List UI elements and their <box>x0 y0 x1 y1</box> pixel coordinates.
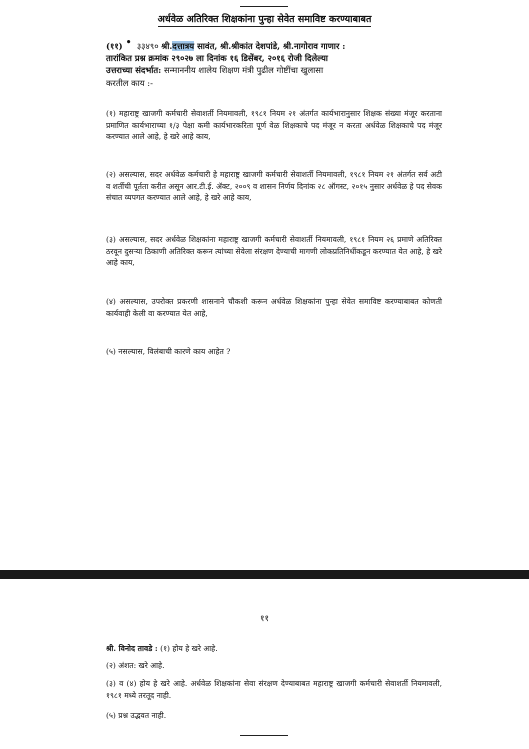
question-item-4: (४) असल्यास, उपरोक्त प्रकरणी शासनाने चौकशी करून अर्धवेळ शिक्षकांना पुन्हा सेवेत समाविष्ट करण्याबाबत कोणती कार्यवाही केली वा करण्यात येत आहे, <box>106 297 442 318</box>
question-item-1: (१) महाराष्ट्र खाजगी कर्मचारी सेवाशर्ती नियमावली, १९८१ नियम २१ अंतर्गत कार्यभारानुसार शिक्षक संख्या मंजूर करताना प्रमाणित कार्यभाराच्या १/३ पेक्षा कमी कार्यभारकरिता पूर्ण वेळ शिक्षकाचे पद मंजूर न करता अर्धवेळ शिक्षकाचे पद मंजूर करण्यात आले आहे, हे खरे आहे काय, <box>106 109 442 142</box>
answer-item-4: (५) प्रश्न उद्भवत नाही. <box>106 711 167 720</box>
document-heading <box>0 12 529 25</box>
answer-item-3: (३) व (४) होय हे खरे आहे. अर्धवेळ शिक्षकांना सेवा संरक्षण देण्याबाबत महाराष्ट्र खाजगी कर्मचारी सेवाशर्ती नियमावली, १९८१ मध्ये तरतूद नाही. <box>106 679 442 700</box>
bottom-rule <box>240 735 288 736</box>
members-highlighted: दत्तात्रय <box>172 41 195 51</box>
question-item-2: (२) असल्यास, सदर अर्धवेळ कर्मचारी हे महाराष्ट्र खाजगी कर्मचारी सेवाशर्ती नियमावली, १९८१ नियम २१ अंतर्गत सर्व अटी व शर्तीची पूर्तता करीत असून आर.टी.ई. ॲक्ट, २००९ व शासन निर्णय दिनांक २८ ऑगस्ट, २०१५ नुसार अर्धवेळ हे पद सेवक संचात व्यपगत करण्यात आले आहे, हे खरे आहे काय, <box>106 170 442 203</box>
answer-item-2: (२) अंशत: खरे आहे. <box>106 661 165 670</box>
members-prefix: श्री. <box>161 41 173 51</box>
page-number: ११ <box>260 614 269 624</box>
answer-header <box>106 641 442 657</box>
address-continuation: करतील काय :- <box>106 77 153 88</box>
question-number: ३३४९० <box>136 41 159 51</box>
address-label: उत्तराच्या संदर्भात: <box>106 65 162 76</box>
question-reference: तारांकित प्रश्न क्रमांक २९०२७ ला दिनांक १६ डिसेंबर, २०१६ रोजी दिलेल्या <box>106 53 328 64</box>
question-serial: (११) <box>106 41 123 51</box>
address-text: सन्माननीय शालेय शिक्षण मंत्री पुढील गोष्टींचा खुलासा <box>163 65 324 76</box>
page-separator <box>0 570 529 579</box>
question-header <box>106 36 436 89</box>
bullet-dot-icon: • <box>125 36 132 49</box>
minister-name: श्री. विनोद तावडे : <box>106 644 158 653</box>
top-rule <box>240 6 288 7</box>
question-item-3: (३) असल्यास, सदर अर्धवेळ शिक्षकांना महाराष्ट्र खाजगी कर्मचारी सेवाशर्ती नियमावली, १९८१ नियम २६ प्रमाणे अतिरिक्त ठरवून दुसऱ्या ठिकाणी अतिरिक्त करून त्यांच्या सेवेला संरक्षण देण्याची मागणी लोकप्रतिनिधींकडून करण्यात येत आहे, हे खरे आहे काय, <box>106 235 442 268</box>
question-item-5: (५) नसल्यास, विलंबाची कारणे काय आहेत ? <box>106 347 231 356</box>
answer-item-1: (१) होय हे खरे आहे. <box>157 644 218 653</box>
members-rest: सावंत, श्री.श्रीकांत देशपांडे, श्री.नागोराव गाणार : <box>194 41 346 51</box>
heading-text: अर्धवेळ अतिरिक्त शिक्षकांना पुन्हा सेवेत समाविष्ट करण्याबाबत <box>157 14 372 25</box>
